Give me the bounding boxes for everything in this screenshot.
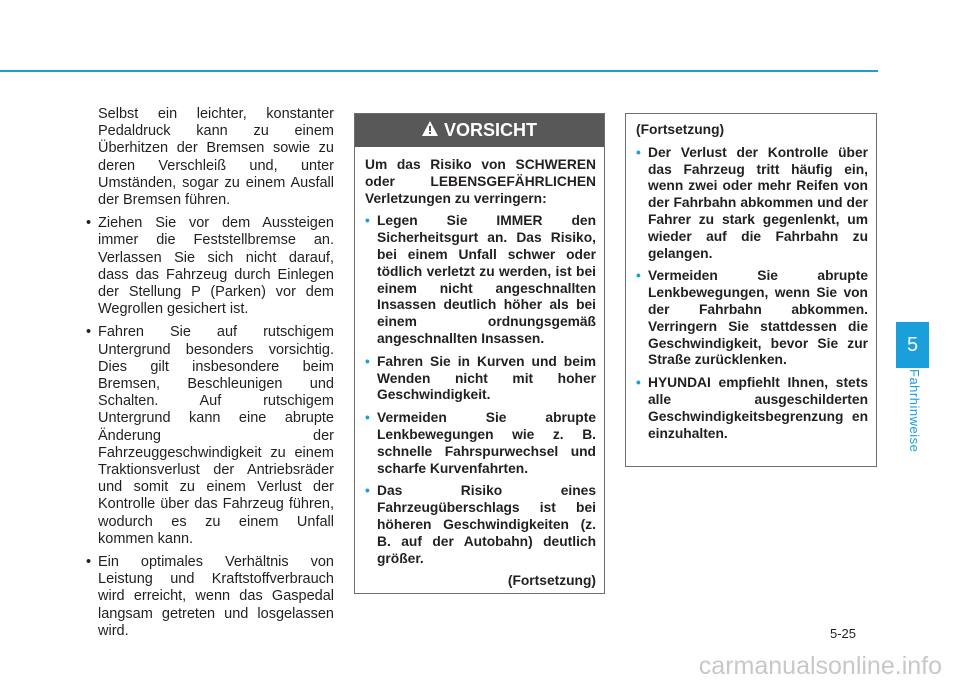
chapter-label: Fahrhinweise (907, 369, 922, 453)
warning-title: VORSICHT (443, 120, 537, 140)
page-number: 5-25 (830, 626, 857, 641)
continuation-item: • HYUNDAI empfiehlt Ihnen, stets alle ausgeschilderten Geschwindigkeitsbegrenzung en einzuhalten. (636, 375, 868, 442)
warning-item: • Fahren Sie in Kurven und beim Wenden nicht mit hoher Geschwindigkeit. (365, 354, 596, 404)
continued-note: (Fortsetzung) (507, 573, 596, 589)
warning-box (354, 113, 605, 594)
warning-item: • Vermeiden Sie abrupte Lenkbewegungen wie z. B. schnelle Fahrspurwechsel und scharfe Kurvenfahrten. (365, 410, 596, 477)
continuation-item: • Vermeiden Sie abrupte Lenkbewegungen, wenn Sie von der Fahrbahn abkommen. Verringern Sie stattdessen die Geschwindigkeit, bevor Sie zur Straße zurücklenken. (636, 268, 868, 369)
header-rule (0, 70, 878, 72)
bullet-item: • Ein optimales Verhältnis von Leistung und Kraftstoffverbrauch wird erreicht, wenn das Gaspedal langsam getreten und losgelassen wird. (88, 554, 334, 640)
warning-item: • Legen Sie IMMER den Sicherheitsgurt an. Das Risiko, bei einem Unfall schwer oder tödlich verletzt zu werden, ist bei einem nicht angeschnallten Insassen deutlich höher als bei einem ordnungsgemäß angeschnallten Insassen. (365, 213, 596, 347)
warning-header (355, 114, 604, 147)
continuation-heading: (Fortsetzung) (636, 122, 725, 137)
body-text-column (88, 106, 334, 646)
warning-triangle-icon (422, 120, 438, 141)
continuation-box (625, 113, 877, 467)
continuation-body (626, 114, 876, 442)
paragraph: Selbst ein leichter, konstanter Pedaldruck kann zu einem Überhitzen der Bremsen sowie zu deren Verschleiß und, unter Umständen, sogar zu einem Ausfall der Bremsen führen. (98, 106, 334, 209)
chapter-tab: 5 (896, 322, 929, 368)
bullet-item: • Fahren Sie auf rutschigem Untergrund besonders vorsichtig. Dies gilt insbesondere beim Bremsen, Beschleunigen und Schalten. Auf rutschigem Untergrund kann eine abrupte Änderung der Fahrzeuggeschwindigkeit zu einem Traktionsverlust der Antriebsräder und somit zu einem Verlust der Kontrolle über das Fahrzeug führen, wodurch es zu einem Unfall kommen kann. (88, 324, 334, 548)
warning-body (355, 147, 604, 590)
continuation-item: • Der Verlust der Kontrolle über das Fahrzeug tritt häufig ein, wenn zwei oder mehr Reifen von der Fahrbahn abkommen und der Fahrer zu stark gegenlenkt, um wieder auf die Fahrbahn zu gelangen. (636, 145, 868, 263)
warning-item: • Das Risiko eines Fahrzeugüberschlags ist bei höheren Geschwindigkeiten (z. B. auf der Autobahn) deutlich größer. (365, 483, 596, 567)
watermark: carmanualsonline.info (698, 652, 942, 680)
warning-intro: Um das Risiko von SCHWEREN oder LEBENSGEFÄHRLICHEN Verletzungen zu verringern: (365, 157, 596, 206)
bullet-item: • Ziehen Sie vor dem Aussteigen immer die Feststellbremse an. Verlassen Sie sich nicht darauf, dass das Fahrzeug durch Einlegen der Stellung P (Parken) vor dem Wegrollen gesichert ist. (88, 215, 334, 318)
